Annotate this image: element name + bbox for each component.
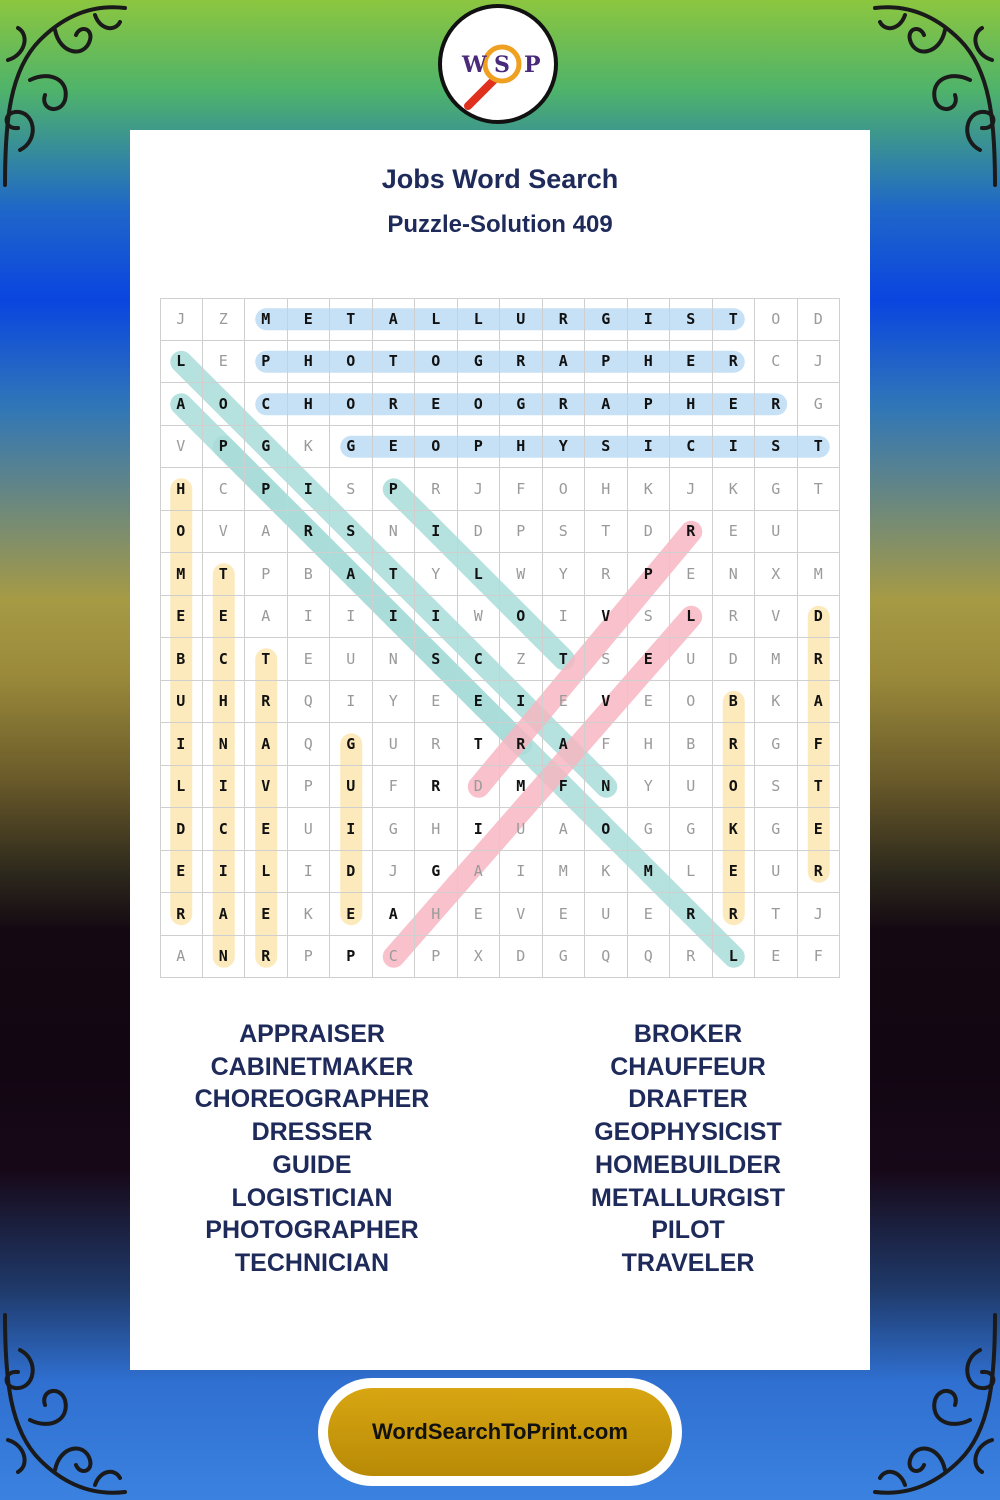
grid-cell[interactable]: R bbox=[415, 468, 458, 511]
grid-cell[interactable]: I bbox=[160, 723, 203, 766]
grid-cell[interactable]: V bbox=[755, 596, 798, 639]
grid-cell[interactable]: Q bbox=[628, 936, 671, 979]
grid-cell[interactable]: P bbox=[245, 553, 288, 596]
grid-cell[interactable]: I bbox=[500, 851, 543, 894]
word-list-item: APPRAISER bbox=[239, 1020, 385, 1048]
word-list-item: LOGISTICIAN bbox=[231, 1183, 393, 1212]
grid-cell[interactable]: I bbox=[203, 766, 246, 809]
grid-cell[interactable]: T bbox=[330, 298, 373, 341]
grid-cell[interactable]: R bbox=[585, 553, 628, 596]
grid-cell[interactable]: S bbox=[543, 511, 586, 554]
grid-cell[interactable]: R bbox=[245, 681, 288, 724]
grid-cell[interactable]: D bbox=[458, 766, 501, 809]
grid-cell[interactable]: E bbox=[245, 808, 288, 851]
grid-cell[interactable]: Q bbox=[585, 936, 628, 979]
grid-cell[interactable]: A bbox=[203, 893, 246, 936]
grid-cell[interactable]: C bbox=[373, 936, 416, 979]
grid-cell[interactable]: U bbox=[160, 681, 203, 724]
grid-cell[interactable]: G bbox=[458, 341, 501, 384]
grid-cell[interactable]: P bbox=[245, 468, 288, 511]
grid-cell[interactable]: U bbox=[500, 808, 543, 851]
grid-cell[interactable]: A bbox=[245, 723, 288, 766]
grid-cell[interactable]: O bbox=[500, 596, 543, 639]
grid-cell[interactable]: I bbox=[203, 851, 246, 894]
grid-cell[interactable]: Q bbox=[288, 681, 331, 724]
word-list-item: PILOT bbox=[651, 1216, 725, 1245]
grid-cell[interactable]: E bbox=[415, 681, 458, 724]
grid-cell[interactable]: L bbox=[713, 936, 756, 979]
grid-cell[interactable]: R bbox=[670, 511, 713, 554]
grid-cell[interactable]: C bbox=[755, 341, 798, 384]
grid-cell[interactable]: D bbox=[628, 511, 671, 554]
grid-cell[interactable]: F bbox=[373, 766, 416, 809]
grid-cell[interactable]: I bbox=[288, 851, 331, 894]
word-list-right bbox=[498, 1018, 878, 1280]
grid-cell[interactable]: B bbox=[713, 681, 756, 724]
grid-cell[interactable]: R bbox=[415, 723, 458, 766]
word-list-item: GUIDE bbox=[272, 1150, 352, 1179]
grid-cell[interactable]: C bbox=[203, 638, 246, 681]
grid-cell[interactable]: Y bbox=[373, 681, 416, 724]
logo-letter-p: P bbox=[524, 52, 541, 78]
grid-cell[interactable]: I bbox=[330, 681, 373, 724]
grid-cell[interactable]: V bbox=[203, 511, 246, 554]
grid-cell[interactable]: G bbox=[628, 808, 671, 851]
grid-cell[interactable]: K bbox=[713, 468, 756, 511]
grid-cell[interactable]: Y bbox=[415, 553, 458, 596]
website-banner[interactable] bbox=[318, 1378, 682, 1486]
grid-cell[interactable]: N bbox=[713, 553, 756, 596]
grid-cell[interactable]: A bbox=[543, 341, 586, 384]
page-subtitle: Puzzle-Solution 409 bbox=[387, 211, 613, 238]
grid-cell[interactable]: H bbox=[288, 383, 331, 426]
grid-cell[interactable]: U bbox=[330, 638, 373, 681]
grid-cell[interactable]: P bbox=[288, 766, 331, 809]
grid-cell[interactable]: G bbox=[670, 808, 713, 851]
grid-cell[interactable]: R bbox=[798, 851, 841, 894]
grid-cell[interactable]: E bbox=[245, 893, 288, 936]
grid-cell[interactable]: I bbox=[628, 298, 671, 341]
grid-cell[interactable]: N bbox=[373, 638, 416, 681]
grid-cell[interactable]: D bbox=[160, 808, 203, 851]
grid-cell[interactable]: E bbox=[160, 851, 203, 894]
grid-cell[interactable]: E bbox=[628, 681, 671, 724]
grid-cell[interactable]: J bbox=[798, 341, 841, 384]
grid-cell[interactable]: I bbox=[415, 511, 458, 554]
grid-cell[interactable]: G bbox=[755, 468, 798, 511]
word-list-item: CABINETMAKER bbox=[210, 1052, 414, 1081]
grid-cell[interactable]: L bbox=[160, 341, 203, 384]
grid-cell[interactable]: F bbox=[500, 468, 543, 511]
grid-cell[interactable]: M bbox=[500, 766, 543, 809]
grid-cell[interactable]: R bbox=[543, 383, 586, 426]
grid-cell[interactable]: P bbox=[500, 511, 543, 554]
grid-cell[interactable]: H bbox=[628, 723, 671, 766]
grid-cell[interactable]: U bbox=[670, 638, 713, 681]
grid-cell[interactable]: M bbox=[755, 638, 798, 681]
grid-cell[interactable]: N bbox=[585, 766, 628, 809]
word-list-item: GEOPHYSICIST bbox=[594, 1118, 782, 1147]
grid-cell[interactable]: I bbox=[330, 808, 373, 851]
grid-cell[interactable]: E bbox=[798, 808, 841, 851]
grid-cell[interactable]: A bbox=[330, 553, 373, 596]
grid-cell[interactable]: P bbox=[458, 426, 501, 469]
grid-cell[interactable]: U bbox=[670, 766, 713, 809]
grid-cell[interactable]: P bbox=[585, 341, 628, 384]
grid-cell[interactable]: B bbox=[288, 553, 331, 596]
grid-cell[interactable]: I bbox=[628, 426, 671, 469]
grid-cell[interactable]: G bbox=[245, 426, 288, 469]
grid-cell[interactable]: I bbox=[373, 596, 416, 639]
grid-cell[interactable]: G bbox=[330, 723, 373, 766]
grid-cell[interactable]: E bbox=[288, 298, 331, 341]
grid-cell[interactable]: A bbox=[373, 298, 416, 341]
grid-cell[interactable]: I bbox=[500, 681, 543, 724]
grid-cell[interactable]: S bbox=[585, 426, 628, 469]
grid-cell[interactable]: P bbox=[628, 383, 671, 426]
grid-cell[interactable]: G bbox=[755, 808, 798, 851]
grid-cell[interactable]: L bbox=[415, 298, 458, 341]
grid-cell[interactable]: L bbox=[160, 766, 203, 809]
grid-cell[interactable]: P bbox=[245, 341, 288, 384]
grid-cell[interactable]: E bbox=[670, 553, 713, 596]
ornament-corner-icon bbox=[870, 0, 1000, 190]
grid-cell[interactable]: T bbox=[373, 553, 416, 596]
grid-cell[interactable]: G bbox=[330, 426, 373, 469]
grid-cell[interactable]: L bbox=[670, 851, 713, 894]
grid-cell[interactable]: R bbox=[543, 298, 586, 341]
grid-cell[interactable]: E bbox=[755, 936, 798, 979]
grid-cell[interactable]: A bbox=[160, 936, 203, 979]
grid-cell[interactable]: A bbox=[160, 383, 203, 426]
grid-cell[interactable]: U bbox=[755, 851, 798, 894]
grid-cell[interactable]: D bbox=[798, 298, 841, 341]
grid-cell[interactable]: E bbox=[713, 383, 756, 426]
grid-cell[interactable]: A bbox=[245, 596, 288, 639]
grid-cell[interactable]: D bbox=[500, 936, 543, 979]
logo-letter-s: S bbox=[494, 52, 510, 78]
grid-cell[interactable]: S bbox=[415, 638, 458, 681]
grid-cell[interactable]: J bbox=[670, 468, 713, 511]
word-list-left bbox=[122, 1018, 502, 1280]
grid-cell[interactable]: E bbox=[713, 851, 756, 894]
grid-cell[interactable]: M bbox=[798, 553, 841, 596]
grid-cell[interactable]: I bbox=[713, 426, 756, 469]
website-link[interactable]: WordSearchToPrint.com bbox=[328, 1388, 672, 1476]
grid-cell[interactable]: H bbox=[585, 468, 628, 511]
grid-cell[interactable]: A bbox=[585, 383, 628, 426]
grid-cell[interactable]: S bbox=[330, 468, 373, 511]
grid-cell[interactable]: V bbox=[500, 893, 543, 936]
grid-cell[interactable]: P bbox=[415, 936, 458, 979]
grid-cell[interactable]: I bbox=[415, 596, 458, 639]
grid-cell[interactable]: S bbox=[330, 511, 373, 554]
grid-cell[interactable]: T bbox=[798, 766, 841, 809]
grid-cell[interactable]: B bbox=[670, 723, 713, 766]
grid-cell[interactable]: E bbox=[713, 511, 756, 554]
grid-cell[interactable]: E bbox=[288, 638, 331, 681]
grid-cell[interactable]: T bbox=[203, 553, 246, 596]
grid-cell[interactable]: T bbox=[458, 723, 501, 766]
grid-cell[interactable] bbox=[798, 511, 841, 554]
grid-cell[interactable]: S bbox=[755, 426, 798, 469]
grid-cell[interactable]: E bbox=[415, 383, 458, 426]
magnifier-icon bbox=[442, 8, 554, 120]
grid-cell[interactable]: I bbox=[288, 468, 331, 511]
grid-cell[interactable]: H bbox=[203, 681, 246, 724]
grid-cell[interactable]: O bbox=[458, 383, 501, 426]
grid-cell[interactable]: M bbox=[543, 851, 586, 894]
grid-cell[interactable]: W bbox=[458, 596, 501, 639]
grid-cell[interactable]: J bbox=[160, 298, 203, 341]
grid-cell[interactable]: Z bbox=[500, 638, 543, 681]
grid-cell[interactable]: O bbox=[415, 426, 458, 469]
grid-cell[interactable]: E bbox=[203, 341, 246, 384]
grid-cell[interactable]: J bbox=[798, 893, 841, 936]
grid-cell[interactable]: J bbox=[458, 468, 501, 511]
grid-cell[interactable]: R bbox=[500, 723, 543, 766]
grid-cell[interactable]: U bbox=[500, 298, 543, 341]
grid-cell[interactable]: H bbox=[628, 341, 671, 384]
grid-cell[interactable]: M bbox=[245, 298, 288, 341]
grid-cell[interactable]: V bbox=[160, 426, 203, 469]
grid-cell[interactable]: E bbox=[670, 341, 713, 384]
grid-cell[interactable]: Y bbox=[543, 426, 586, 469]
grid-cell[interactable]: M bbox=[628, 851, 671, 894]
word-list-item: CHOREOGRAPHER bbox=[194, 1085, 430, 1114]
grid-cell[interactable]: S bbox=[670, 298, 713, 341]
grid-cell[interactable]: H bbox=[670, 383, 713, 426]
word-list-item: BROKER bbox=[633, 1020, 743, 1048]
grid-cell[interactable]: G bbox=[755, 723, 798, 766]
ornament-corner-icon bbox=[0, 0, 130, 190]
grid-cell[interactable]: C bbox=[458, 638, 501, 681]
grid-cell[interactable]: C bbox=[245, 383, 288, 426]
grid-cell[interactable]: O bbox=[713, 766, 756, 809]
word-list-item: METALLURGIST bbox=[591, 1183, 785, 1212]
grid-cell[interactable]: I bbox=[330, 596, 373, 639]
grid-cell[interactable]: I bbox=[458, 808, 501, 851]
grid-cell[interactable]: R bbox=[415, 766, 458, 809]
grid-cell[interactable]: T bbox=[713, 298, 756, 341]
grid-cell[interactable]: K bbox=[755, 681, 798, 724]
word-list-item: PHOTOGRAPHER bbox=[205, 1216, 419, 1245]
grid-cell[interactable]: H bbox=[500, 426, 543, 469]
grid-cell[interactable]: A bbox=[245, 511, 288, 554]
grid-cell[interactable]: R bbox=[245, 936, 288, 979]
grid-cell[interactable]: G bbox=[500, 383, 543, 426]
grid-cell[interactable]: K bbox=[288, 426, 331, 469]
grid-cell[interactable]: G bbox=[585, 298, 628, 341]
grid-cell[interactable]: R bbox=[160, 893, 203, 936]
grid-cell[interactable]: O bbox=[330, 383, 373, 426]
grid-cell[interactable]: V bbox=[245, 766, 288, 809]
grid-cell[interactable]: S bbox=[628, 596, 671, 639]
grid-cell[interactable]: E bbox=[543, 893, 586, 936]
grid-cell[interactable]: A bbox=[798, 681, 841, 724]
grid-cell[interactable]: A bbox=[543, 808, 586, 851]
grid-cell[interactable]: O bbox=[585, 808, 628, 851]
grid-cell[interactable]: E bbox=[628, 893, 671, 936]
grid-cell[interactable]: S bbox=[585, 638, 628, 681]
grid-cell[interactable]: U bbox=[585, 893, 628, 936]
logo-letter-w: W bbox=[462, 52, 487, 78]
grid-cell[interactable]: T bbox=[798, 426, 841, 469]
grid-cell[interactable]: Z bbox=[203, 298, 246, 341]
grid-cell[interactable]: L bbox=[670, 596, 713, 639]
grid-cell[interactable]: V bbox=[585, 681, 628, 724]
word-list-item: DRESSER bbox=[251, 1118, 373, 1147]
grid-cell[interactable]: I bbox=[543, 596, 586, 639]
grid-cell[interactable]: T bbox=[373, 341, 416, 384]
grid-cell[interactable]: S bbox=[755, 766, 798, 809]
grid-cell[interactable]: G bbox=[798, 383, 841, 426]
grid-cell[interactable]: R bbox=[755, 383, 798, 426]
grid-cell[interactable]: U bbox=[330, 766, 373, 809]
grid-cell[interactable]: M bbox=[160, 553, 203, 596]
grid-cell[interactable]: E bbox=[543, 681, 586, 724]
grid-cell[interactable]: T bbox=[798, 468, 841, 511]
grid-cell[interactable]: P bbox=[203, 426, 246, 469]
grid-cell[interactable]: D bbox=[458, 511, 501, 554]
grid-cell[interactable]: R bbox=[373, 383, 416, 426]
grid-cell[interactable]: O bbox=[543, 468, 586, 511]
grid-cell[interactable]: O bbox=[755, 298, 798, 341]
grid-cell[interactable]: G bbox=[415, 851, 458, 894]
word-list-item: HOMEBUILDER bbox=[594, 1150, 782, 1179]
grid-cell[interactable]: Q bbox=[288, 723, 331, 766]
grid-cell[interactable]: U bbox=[755, 511, 798, 554]
grid-cell[interactable]: G bbox=[543, 936, 586, 979]
grid-cell[interactable]: W bbox=[500, 553, 543, 596]
grid-cell[interactable]: B bbox=[160, 638, 203, 681]
grid-cell[interactable]: O bbox=[203, 383, 246, 426]
grid-cell[interactable]: R bbox=[713, 893, 756, 936]
wsp-logo bbox=[438, 4, 558, 124]
grid-cell[interactable]: P bbox=[628, 553, 671, 596]
page-title: Jobs Word Search bbox=[381, 164, 619, 194]
grid-cell[interactable]: H bbox=[415, 893, 458, 936]
grid-cell[interactable]: H bbox=[288, 341, 331, 384]
grid-cell[interactable]: P bbox=[288, 936, 331, 979]
grid-cell[interactable]: R bbox=[500, 341, 543, 384]
grid-cell[interactable]: A bbox=[458, 851, 501, 894]
grid-cell[interactable]: O bbox=[160, 511, 203, 554]
grid-cell[interactable]: H bbox=[160, 468, 203, 511]
grid-cell[interactable]: F bbox=[543, 766, 586, 809]
grid-cell[interactable]: F bbox=[798, 936, 841, 979]
grid-cell[interactable]: Y bbox=[628, 766, 671, 809]
grid-cell[interactable]: O bbox=[670, 681, 713, 724]
grid-cell[interactable]: D bbox=[798, 596, 841, 639]
grid-cell[interactable]: Y bbox=[543, 553, 586, 596]
ornament-corner-icon bbox=[870, 1310, 1000, 1500]
grid-cell[interactable]: N bbox=[203, 936, 246, 979]
grid-cell[interactable]: E bbox=[330, 893, 373, 936]
grid-cell[interactable]: N bbox=[373, 511, 416, 554]
grid-cell[interactable]: L bbox=[458, 298, 501, 341]
grid-cell[interactable]: X bbox=[458, 936, 501, 979]
word-list-item: DRAFTER bbox=[628, 1085, 748, 1114]
grid-cell[interactable]: J bbox=[373, 851, 416, 894]
grid-cell[interactable]: O bbox=[415, 341, 458, 384]
grid-cell[interactable]: K bbox=[628, 468, 671, 511]
grid-cell[interactable]: R bbox=[670, 893, 713, 936]
grid-cell[interactable]: N bbox=[203, 723, 246, 766]
grid-cell[interactable]: L bbox=[245, 851, 288, 894]
grid-cell[interactable]: C bbox=[203, 808, 246, 851]
grid-cell[interactable]: U bbox=[288, 808, 331, 851]
grid-cell[interactable]: F bbox=[798, 723, 841, 766]
word-list-item: TRAVELER bbox=[621, 1248, 755, 1277]
grid-cell[interactable]: R bbox=[670, 936, 713, 979]
grid-cell[interactable]: O bbox=[330, 341, 373, 384]
grid-cell[interactable]: P bbox=[330, 936, 373, 979]
grid-cell[interactable]: T bbox=[245, 638, 288, 681]
grid-cell[interactable]: X bbox=[755, 553, 798, 596]
grid-cell[interactable]: T bbox=[543, 638, 586, 681]
ornament-corner-icon bbox=[0, 1310, 130, 1500]
grid-cell[interactable]: P bbox=[373, 468, 416, 511]
grid-cell[interactable]: C bbox=[203, 468, 246, 511]
grid-cell[interactable]: R bbox=[288, 511, 331, 554]
grid-cell[interactable]: E bbox=[628, 638, 671, 681]
grid-cell[interactable]: K bbox=[713, 808, 756, 851]
grid-cell[interactable]: R bbox=[798, 638, 841, 681]
grid-cell[interactable]: I bbox=[288, 596, 331, 639]
grid-cell[interactable]: E bbox=[373, 426, 416, 469]
word-grid bbox=[160, 298, 840, 978]
grid-cell[interactable]: G bbox=[373, 808, 416, 851]
grid-cell[interactable]: D bbox=[713, 638, 756, 681]
grid-cell[interactable]: A bbox=[543, 723, 586, 766]
grid-cell[interactable]: K bbox=[288, 893, 331, 936]
word-list-item: CHAUFFEUR bbox=[610, 1052, 766, 1081]
grid-cell[interactable]: R bbox=[713, 596, 756, 639]
word-list-item: TECHNICIAN bbox=[234, 1248, 390, 1277]
grid-cell[interactable]: L bbox=[458, 553, 501, 596]
grid-cell[interactable]: U bbox=[373, 723, 416, 766]
grid-cell[interactable]: H bbox=[415, 808, 458, 851]
grid-cell[interactable]: T bbox=[585, 511, 628, 554]
grid-cell[interactable]: K bbox=[585, 851, 628, 894]
grid-cell[interactable]: V bbox=[585, 596, 628, 639]
grid-cell[interactable]: D bbox=[330, 851, 373, 894]
grid-cell[interactable]: E bbox=[160, 596, 203, 639]
grid-cell[interactable]: R bbox=[713, 341, 756, 384]
grid-cell[interactable]: C bbox=[670, 426, 713, 469]
grid-cell[interactable]: R bbox=[713, 723, 756, 766]
grid-cell[interactable]: E bbox=[458, 893, 501, 936]
grid-cell[interactable]: A bbox=[373, 893, 416, 936]
grid-cell[interactable]: F bbox=[585, 723, 628, 766]
grid-cell[interactable]: T bbox=[755, 893, 798, 936]
grid-cell[interactable]: E bbox=[203, 596, 246, 639]
grid-cell[interactable]: E bbox=[458, 681, 501, 724]
